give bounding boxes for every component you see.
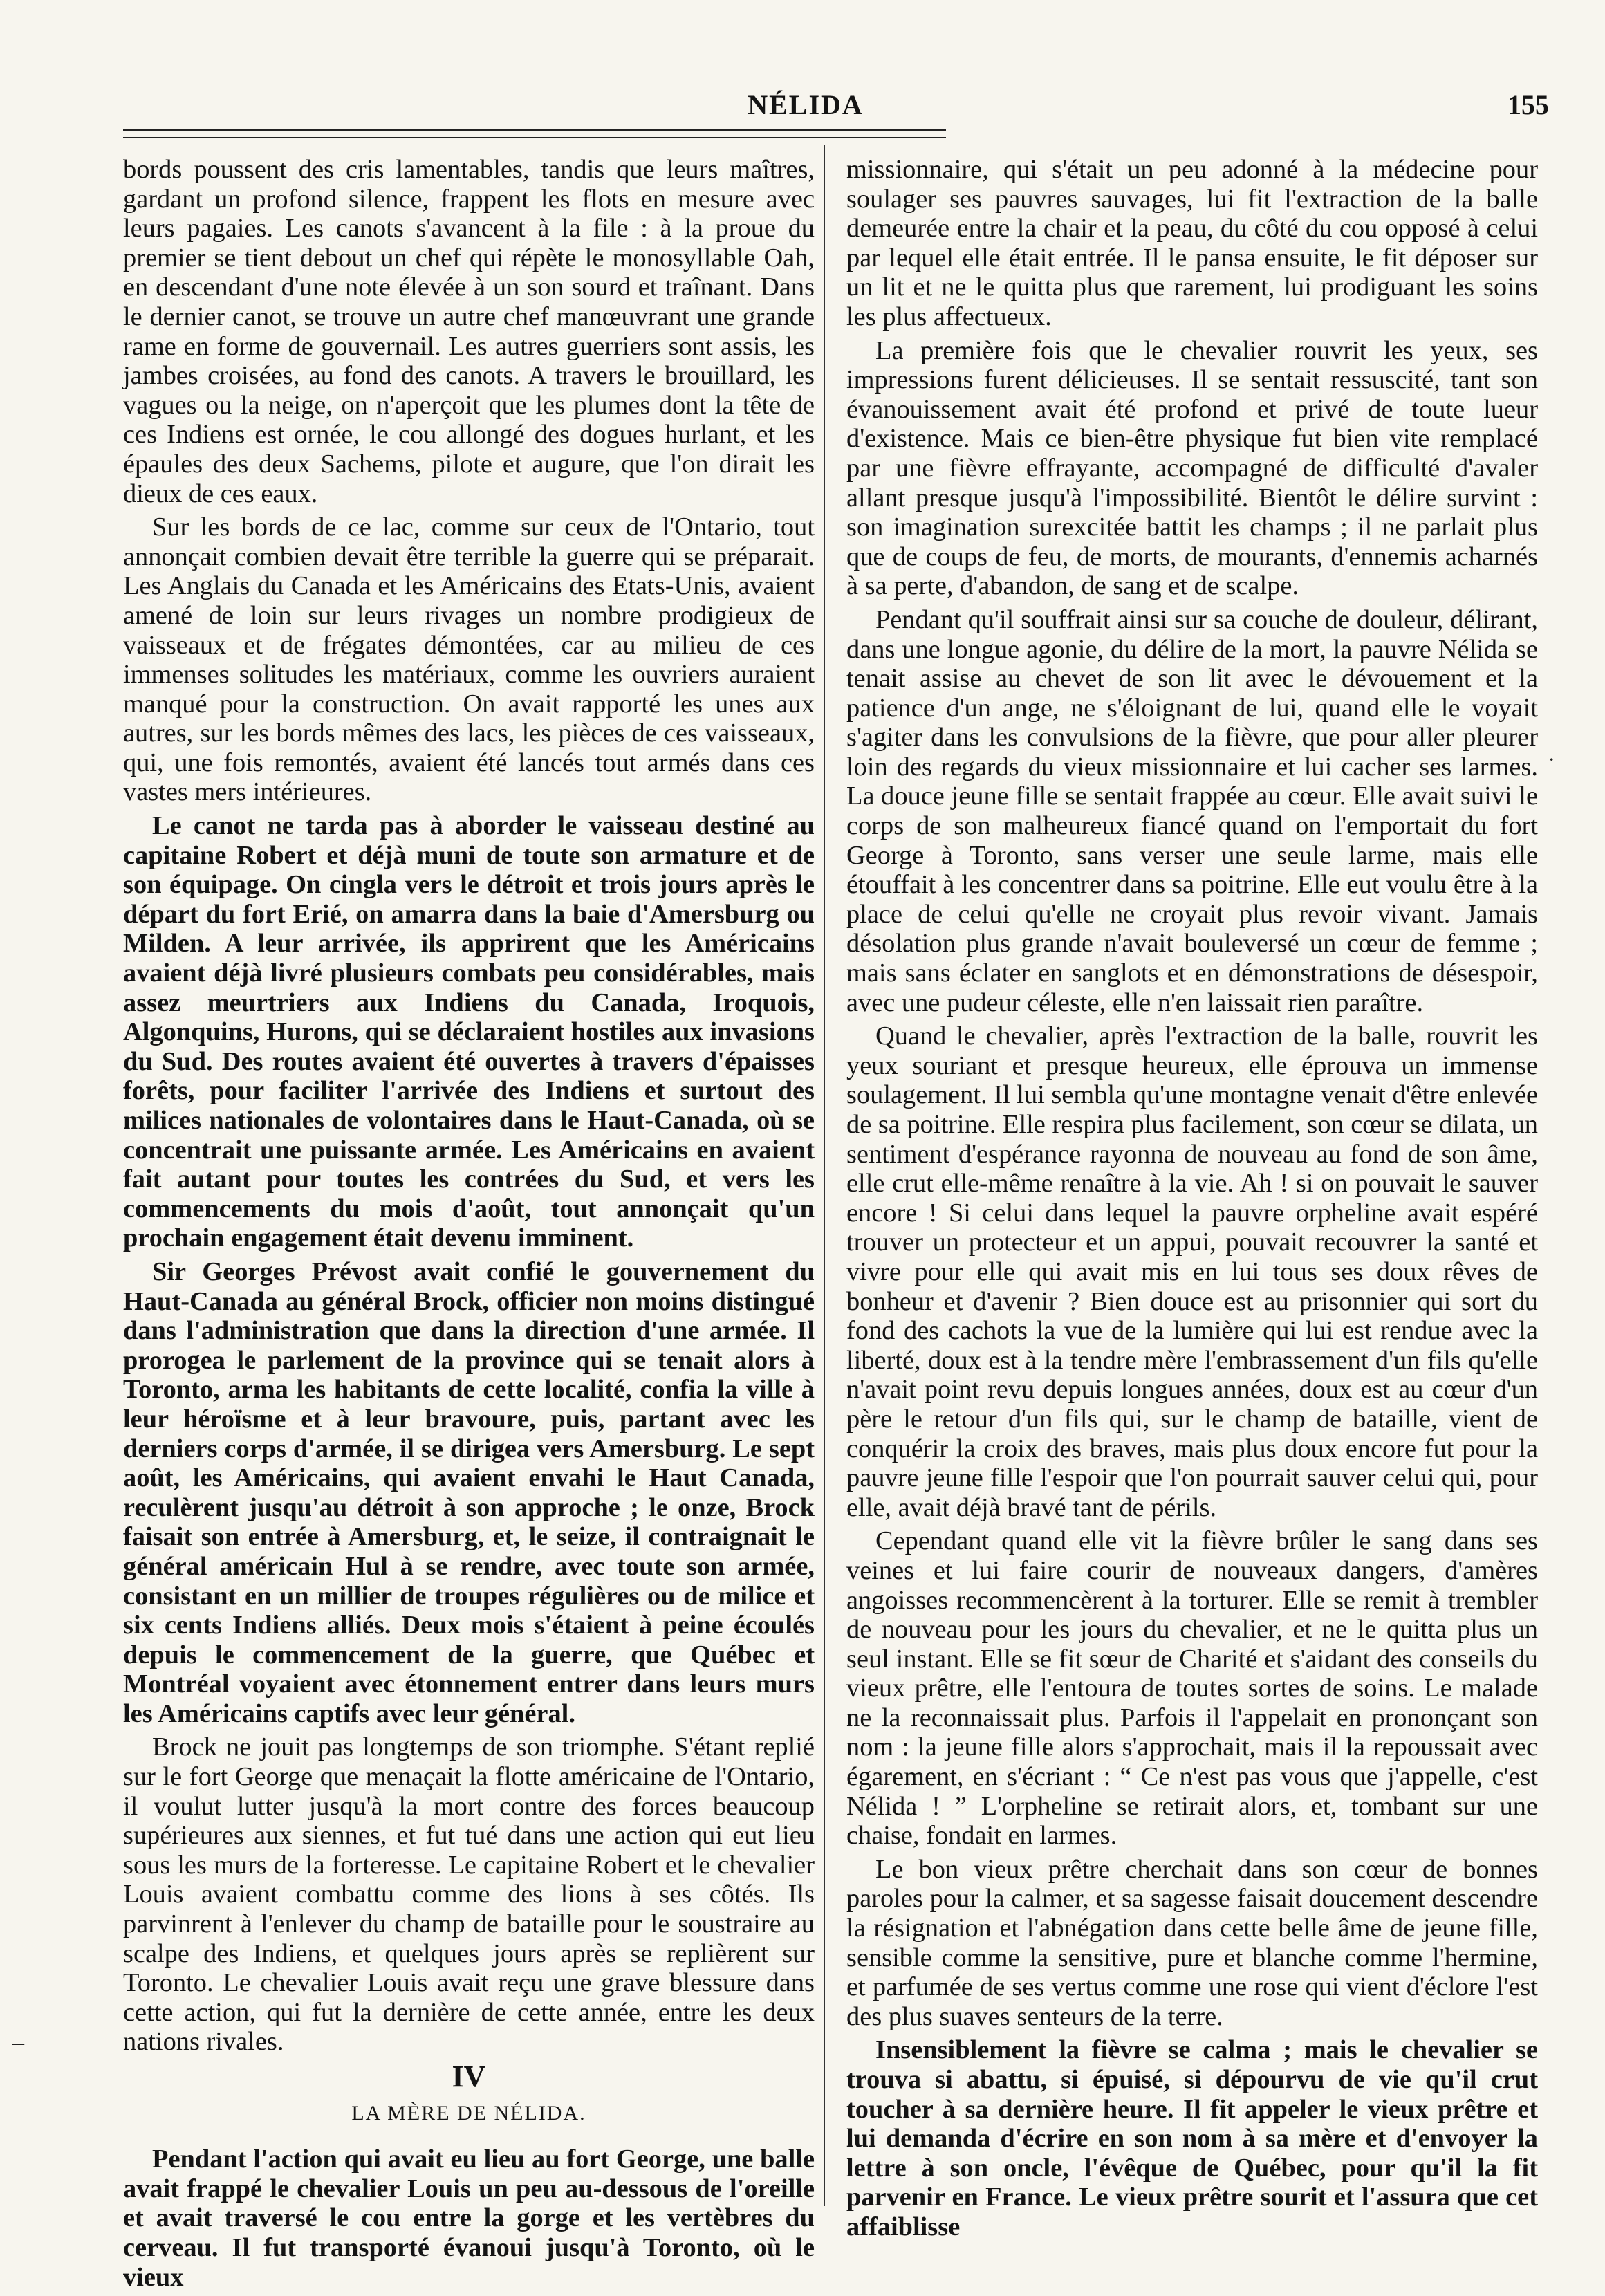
paragraph: Pendant l'action qui avait eu lieu au fort George, une balle avait frappé le chevalier Louis un peu au-dessous de l'oreille et avait traversé le cou entre la gorge et les vertèbres du cerveau. Il fut transporté évanoui jusqu'à Toronto, où le vieux (123, 2145, 815, 2292)
section-title: LA MÈRE DE NÉLIDA. (351, 2101, 586, 2124)
paragraph: Le bon vieux prêtre cherchait dans son cœur de bonnes paroles pour la calmer, et sa sagesse faisait doucement descendre la résignation et l'abnégation dans cette belle âme de jeune fille, sensible comme la sensitive, pure et blanche comme l'hermine, et parfumée de ses vertus comme une rose qui vient d'éclore l'est des plus suaves senteurs de la terre. (846, 1854, 1538, 2031)
section-number: IV (452, 2059, 486, 2093)
paragraph: Brock ne jouit pas longtemps de son triomphe. S'étant replié sur le fort George que menaçait la flotte américaine de l'Ontario, il voulut lutter jusqu'à la mort contre des forces beaucoup supérieures aux siennes, et fut tué dans une action qui eut lieu sous les murs de la forteresse. Le capitaine Robert et le chevalier Louis avaient combattu comme des lions à ses côtés. Ils parvinrent à l'enlever du champ de bataille pour le soustraire au scalpe des Indiens, et quelques jours après se replièrent sur Toronto. Le chevalier Louis avait reçu une grave blessure dans cette action, qui fut la dernière de cette année, entre les deux nations rivales. (123, 1732, 815, 2057)
running-title: NÉLIDA (748, 89, 864, 120)
paragraph: Cependant quand elle vit la fièvre brûler le sang dans ses veines et lui faire courir de nouveaux dangers, d'amères angoisses recommencèrent à la torturer. Elle se remit à trembler de nouveau pour les jours du chevalier, et ne le quitta plus un seul instant. Elle se fit sœur de Charité et s'aidant des conseils du vieux prêtre, elle l'entoura de toutes sortes de soins. Le malade ne la reconnaissait plus. Parfois il l'appelait en prononçant son nom : la jeune fille alors s'approchait, mais il la repoussait avec égarement, en s'écriant : “ Ce n'est pas vous que j'appelle, c'est Nélida ! ” L'orpheline se retirait alors, et, tombant sur une chaise, fondait en larmes. (846, 1526, 1538, 1851)
paragraph: Sur les bords de ce lac, comme sur ceux de l'Ontario, tout annonçait combien devait être terrible la guerre qui se préparait. Les Anglais du Canada et les Américains des Etats-Unis, avaient amené de loin sur leurs rivages un nombre prodigieux de vaisseaux et de frégates démontées, car au milieu de ces immenses solitudes les matériaux, comme les ouvriers auraient manqué pour la construction. On avait rapporté les unes aux autres, sur les bords mêmes des lacs, les pièces de ces vaisseaux, qui, une fois remontés, avaient été lancés tout armés dans ces vastes mers intérieures. (123, 512, 815, 807)
header-rule (123, 129, 946, 131)
paragraph: Insensiblement la fièvre se calma ; mais le chevalier se trouva si abattu, si épuisé, si dépourvu de vie qu'il crut toucher à sa dernière heure. Il fit appeler le vieux prêtre et lui demanda d'écrire en son nom à sa mère et d'envoyer la lettre à son oncle, l'évêque de Québec, pour qu'il la fit parvenir en France. Le vieux prêtre sourit et l'assura que cet affaiblisse (846, 2035, 1538, 2241)
paragraph: Le canot ne tarda pas à aborder le vaisseau destiné au capitaine Robert et déjà muni de toute son armature et de son équipage. On cingla vers le détroit et trois jours après le départ du fort Erié, on amarra dans la baie d'Amersburg ou Milden. A leur arrivée, ils apprirent que les Américains avaient déjà livré plusieurs combats peu considérables, mais assez meurtriers aux Indiens du Canada, Iroquois, Algonquins, Hurons, qui se déclaraient hostiles aux invasions du Sud. Des routes avaient été ouvertes à travers d'épaisses forêts, pour faciliter l'arrivée des Indiens et surtout des milices nationales de volontaires dans le Haut-Canada, où se concentrait une puissante armée. Les Américains en avaient fait autant pour toutes les contrées du Sud, et vers les commencements du mois d'août, tout annonçait qu'un prochain engagement était devenu imminent. (123, 811, 815, 1253)
left-column (123, 155, 815, 2296)
page-number: 155 (1507, 89, 1549, 120)
margin-speck: ˙ (1548, 754, 1556, 779)
paragraph: La première fois que le chevalier rouvrit les yeux, ses impressions furent délicieuses. Il se sentait ressuscité, tant son évanouissement avait été profond et privé de toute lueur d'existence. Mais ce bien-être physique fut bien vite remplacé par une fièvre effrayante, accompagné de difficulté d'avaler allant presque jusqu'à l'impossibilité. Bientôt le délire survint : son imagination surexcitée battit les champs ; il ne parlait plus que de coups de feu, de morts, de mourants, d'ennemis acharnés à sa perte, d'abandon, de sang et de scalpe. (846, 335, 1538, 601)
paragraph: Quand le chevalier, après l'extraction de la balle, rouvrit les yeux souriant et presque heureux, elle éprouva un immense soulagement. Il lui sembla qu'une montagne venait d'être enlevée de sa poitrine. Elle respira plus facilement, son cœur se dilata, un sentiment d'espérance rayonna de nouveau au fond de son âme, elle crut elle-même renaître à la vie. Ah ! si on pouvait le sauver encore ! Si celui dans lequel la pauvre orpheline avait espéré trouver un protecteur et un appui, pouvait recouvrer la santé et vivre pour elle qui avait mis en lui tous ses doux rêves de bonheur et d'avenir ? Bien douce est au prisonnier qui sort du fond des cachots la vue de la lumière qui lui est rendue avec la liberté, doux est à la tendre mère l'embrassement d'un fils qu'elle n'avait point revu depuis longues années, doux est au cœur d'un père le retour d'un fils qui, sur le champ de bataille, vient de conquérir la croix des braves, mais plus doux encore fut pour la pauvre jeune fille l'espoir que l'on pourrait sauver celui qui, pour elle, avait déjà bravé tant de périls. (846, 1021, 1538, 1522)
paragraph: missionnaire, qui s'était un peu adonné à la médecine pour soulager ses pauvres sauvages, lui fit l'extraction de la balle demeurée entre la chair et la peau, du côté du cou opposé à celui par lequel elle était entrée. Il le pansa ensuite, le fit déposer sur un lit et ne le quitta plus que rarement, lui prodiguant les soins les plus affectueux. (846, 155, 1538, 331)
column-divider (824, 145, 825, 2206)
paragraph: Sir Georges Prévost avait confié le gouvernement du Haut-Canada au général Brock, officier non moins distingué dans l'administration que dans la direction d'une armée. Il prorogea le parlement de la province qui se tenait alors à Toronto, arma les habitants de cette localité, confia la ville à leur héroïsme et à leur bravoure, puis, partant avec les derniers corps d'armée, il se dirigea vers Amersburg. Le sept août, les Américains, qui avaient envahi le Haut Canada, reculèrent jusqu'au détroit à son approche ; le onze, Brock faisait son entrée à Amersburg, et, le seize, il contraignait le général américain Hul à se rendre, avec toute son armée, consistant en un millier de troupes régulières ou de milice et six cents Indiens alliés. Deux mois s'étaient à peine écoulés depuis le commencement de la guerre, que Québec et Montréal voyaient avec étonnement entrer dans leurs murs les Américains captifs avec leur général. (123, 1257, 815, 1728)
header-rule-thin (123, 137, 946, 138)
right-column (846, 155, 1538, 2246)
margin-dash: – (12, 2030, 24, 2055)
paragraph: Pendant qu'il souffrait ainsi sur sa couche de douleur, délirant, dans une longue agonie, du délire de la mort, la pauvre Nélida se tenait assise au chevet de son lit avec le dévouement et la patience d'un ange, ne s'éloignant de lui, quand elle le voyait s'agiter dans les convulsions de la fièvre, que pour aller pleurer loin des regards du vieux missionnaire et lui cacher ses larmes. La douce jeune fille se sentait frappée au cœur. Elle avait suivi le corps de son malheureux fiancé quand on l'emportait du fort George à Toronto, sans verser une seule larme, mais elle étouffait à les concentrer dans sa poitrine. Elle eut voulu être à la place de celui qu'elle ne croyait plus revoir vivant. Jamais désolation plus grande n'avait bouleversé un cœur de femme ; mais sans éclater en sanglots et en démonstrations de désespoir, avec une pudeur céleste, elle n'en laissait rien paraître. (846, 604, 1538, 1017)
paragraph: bords poussent des cris lamentables, tandis que leurs maîtres, gardant un profond silence, frappent les flots en mesure avec leurs pagaies. Les canots s'avancent à la file : à la proue du premier se tient debout un chef qui répète le monosyllable Oah, en descendant d'une note élevée à un son sourd et traînant. Dans le dernier canot, se trouve un autre chef manœuvrant une grande rame en forme de gouvernail. Les autres guerriers sont assis, les jambes croisées, au fond des canots. A travers le brouillard, les vagues ou la neige, on n'aperçoit que les plumes dont la tête de ces Indiens est ornée, le cou allongé des dogues hurlant, et les épaules des deux Sachems, pilote et augure, que l'on dirait les dieux de ces eaux. (123, 155, 815, 508)
